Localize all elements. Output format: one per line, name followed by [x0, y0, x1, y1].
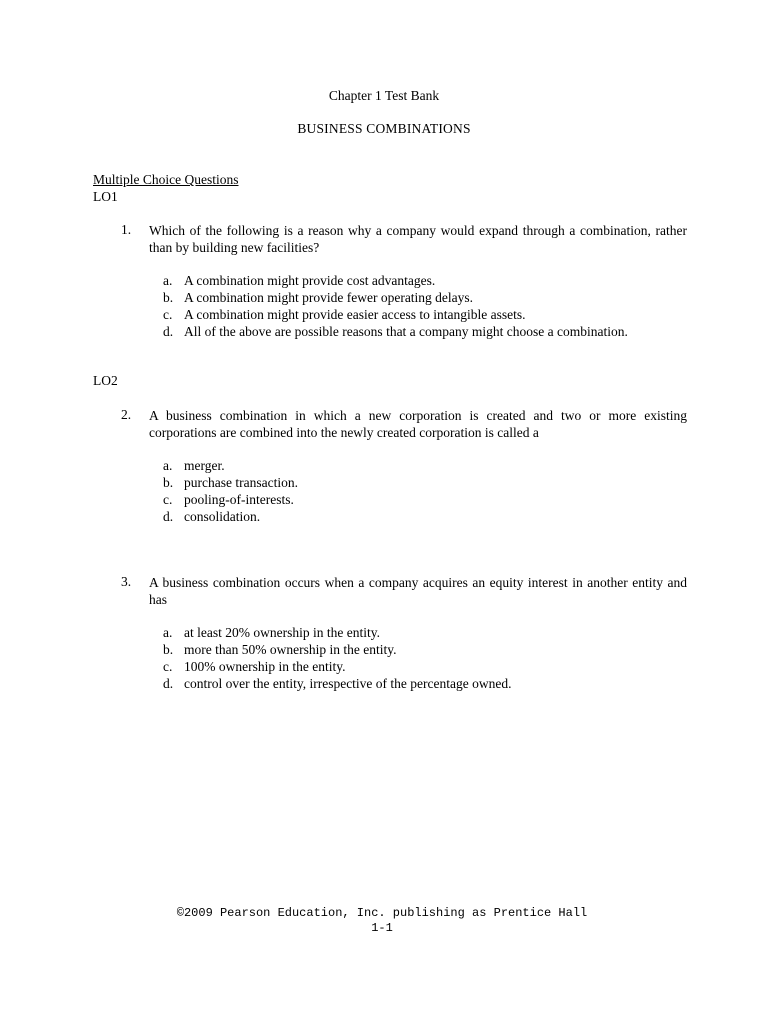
option-text: 100% ownership in the entity. [184, 659, 346, 674]
answer-option [163, 508, 687, 525]
option-letter: d. [163, 324, 174, 339]
document-subtitle: BUSINESS COMBINATIONS [297, 121, 471, 136]
option-letter: c. [163, 307, 173, 322]
option-text: consolidation. [184, 509, 261, 524]
option-letter: b. [163, 475, 174, 490]
question-text: A business combination in which a new corporation is created and two or more existing corporations are combined into the newly created corporation is called a [149, 408, 687, 440]
option-letter: b. [163, 290, 174, 305]
option-letter: d. [163, 676, 174, 691]
option-text: merger. [184, 458, 225, 473]
option-text: A combination might provide fewer operating delays. [184, 290, 474, 305]
option-text: at least 20% ownership in the entity. [184, 625, 380, 640]
question-2 [93, 407, 687, 525]
option-letter: c. [163, 659, 173, 674]
option-letter: a. [163, 273, 173, 288]
answer-option [163, 272, 687, 289]
option-letter: a. [163, 625, 173, 640]
question-number: 1. [121, 222, 132, 237]
answer-option [163, 658, 687, 675]
answer-option [163, 457, 687, 474]
option-text: A combination might provide cost advantages. [184, 273, 436, 288]
answer-option [163, 675, 687, 692]
question-1 [93, 222, 687, 340]
question-number: 3. [121, 574, 132, 589]
option-text: more than 50% ownership in the entity. [184, 642, 397, 657]
answer-options [163, 624, 687, 692]
option-text: pooling-of-interests. [184, 492, 294, 507]
option-text: purchase transaction. [184, 475, 298, 490]
answer-option [163, 641, 687, 658]
learning-objective-label: LO1 [93, 189, 118, 204]
option-text: control over the entity, irrespective of the percentage owned. [184, 676, 512, 691]
option-letter: a. [163, 458, 173, 473]
question-3 [93, 574, 687, 692]
question-number: 2. [121, 407, 132, 422]
page-number: 1-1 [371, 921, 393, 935]
answer-option [163, 491, 687, 508]
option-letter: b. [163, 642, 174, 657]
question-text: A business combination occurs when a company acquires an equity interest in another entity and has [149, 575, 687, 607]
answer-options [163, 272, 687, 340]
option-letter: d. [163, 509, 174, 524]
answer-options [163, 457, 687, 525]
question-text: Which of the following is a reason why a company would expand through a combination, rather than by building new facilities? [149, 223, 687, 255]
answer-option [163, 306, 687, 323]
option-letter: c. [163, 492, 173, 507]
chapter-title: Chapter 1 Test Bank [328, 88, 440, 103]
answer-option [163, 323, 687, 340]
section-heading: Multiple Choice Questions [93, 172, 239, 187]
footer-copyright: ©2009 Pearson Education, Inc. publishing as Prentice Hall [176, 906, 588, 920]
learning-objective-label: LO2 [93, 373, 118, 388]
answer-option [163, 624, 687, 641]
answer-option [163, 474, 687, 491]
option-text: A combination might provide easier access to intangible assets. [184, 307, 526, 322]
option-text: All of the above are possible reasons that a company might choose a combination. [184, 324, 628, 339]
answer-option [163, 289, 687, 306]
